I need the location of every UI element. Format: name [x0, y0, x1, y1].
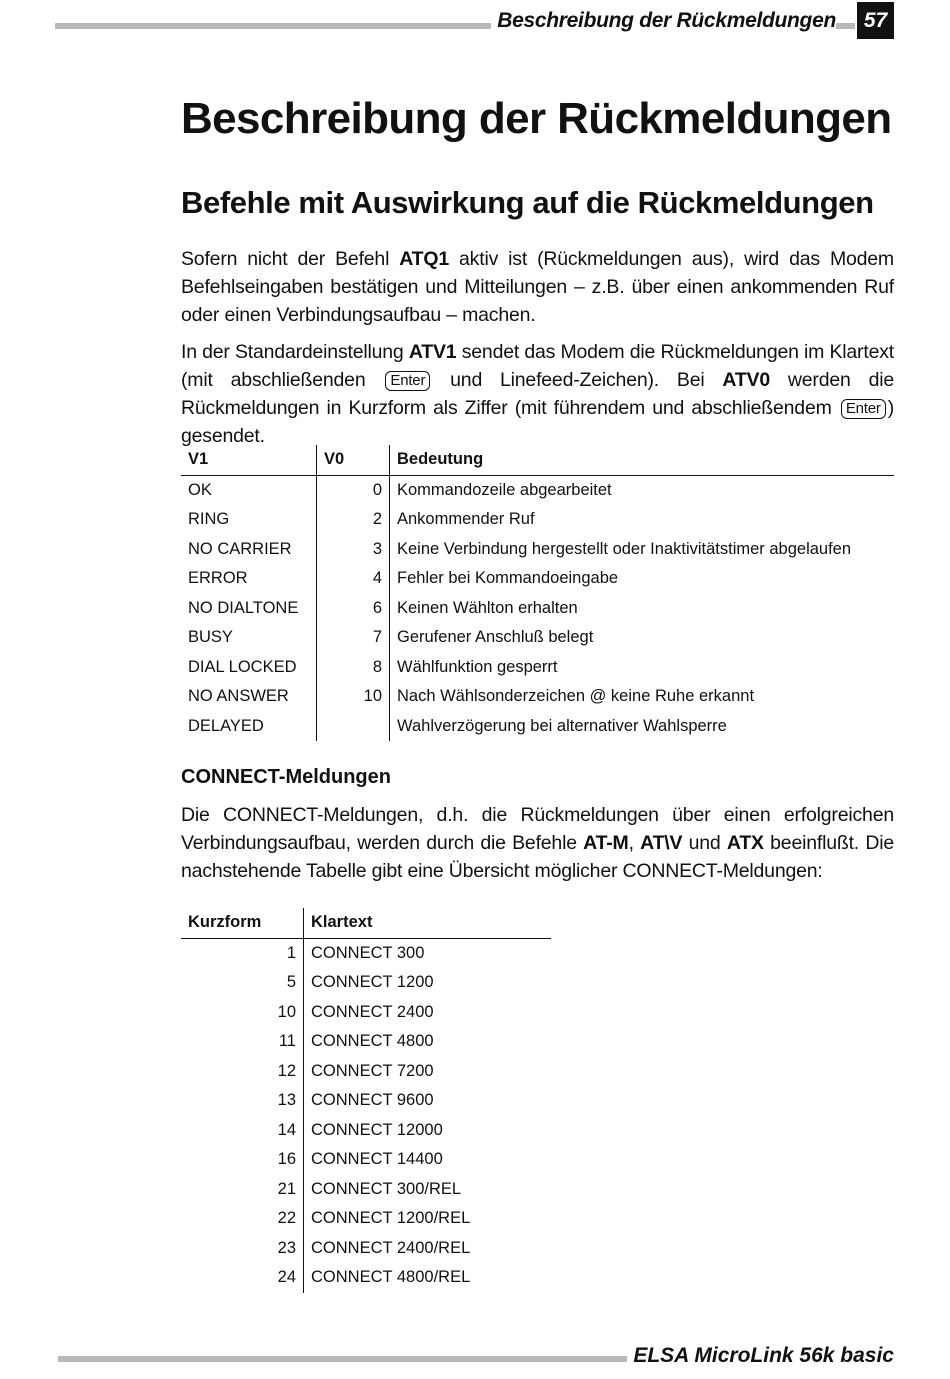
- table-cell: 8: [317, 653, 390, 683]
- table-cell: CONNECT 9600: [304, 1086, 552, 1116]
- table-cell: NO ANSWER: [188, 687, 289, 705]
- paragraph-intro: Sofern nicht der Befehl ATQ1 aktiv ist (Rückmeldungen aus), wird das Modem Befehlseingaben bestätigen und Mitteilungen – z.B. über einen ankommenden Ruf oder einen Verbindungsaufbau – machen.: [181, 248, 894, 326]
- enter-key-icon: Enter: [385, 371, 430, 391]
- table-row: [181, 1204, 551, 1234]
- table-cell: Ankommender Ruf: [390, 505, 895, 535]
- result-codes-table: [181, 445, 894, 741]
- table-cell: CONNECT 12000: [304, 1116, 552, 1146]
- table-cell: CONNECT 2400: [304, 998, 552, 1028]
- table-row: [181, 1145, 551, 1175]
- table-cell: 21: [277, 1179, 296, 1198]
- command-atq1: ATQ1: [399, 248, 449, 270]
- table-row: [181, 475, 894, 505]
- subsection-heading: CONNECT-Meldungen: [181, 766, 391, 788]
- table-cell: 2: [317, 505, 390, 535]
- table-row: [181, 564, 894, 594]
- table-cell: CONNECT 1200/REL: [304, 1204, 552, 1234]
- command-atv0: ATV0: [722, 369, 770, 391]
- table-cell: 10: [317, 682, 390, 712]
- table-cell: 22: [277, 1209, 296, 1227]
- running-header-title: Beschreibung der Rückmeldungen: [491, 8, 836, 34]
- table-cell: NO DIALTONE: [188, 598, 299, 617]
- command-atx: ATX: [726, 832, 764, 854]
- table-row: [181, 1234, 551, 1264]
- table-cell: [317, 712, 390, 742]
- table-cell: 0: [317, 475, 390, 505]
- table-cell: 10: [277, 1002, 296, 1021]
- table-cell: 7: [317, 623, 390, 653]
- table-cell: Keinen Wählton erhalten: [390, 594, 895, 624]
- table-cell: Nach Wählsonderzeichen @ keine Ruhe erkannt: [390, 682, 895, 712]
- table-row: [181, 712, 894, 742]
- table-row: [181, 594, 894, 624]
- column-header: Klartext: [304, 908, 552, 938]
- table-cell: CONNECT 14400: [304, 1145, 552, 1175]
- table-cell: 14: [277, 1120, 296, 1139]
- table-row: [181, 505, 894, 535]
- page-number: 57: [857, 2, 894, 39]
- column-header: V0: [317, 445, 390, 475]
- table-cell: RING: [188, 510, 230, 528]
- table-cell: Fehler bei Kommandoeingabe: [390, 564, 895, 594]
- column-header: Bedeutung: [390, 445, 895, 475]
- table-cell: Gerufener Anschluß belegt: [390, 623, 895, 653]
- paragraph-connect: Die CONNECT-Meldungen, d.h. die Rückmeldungen über einen erfolgreichen Verbindungsaufbau, werden durch die Befehle AT-M, AT\V und ATX beeinflußt. Die nachstehende Tabelle gibt eine Übersicht möglicher CONNECT-Meldungen:: [181, 804, 894, 882]
- table-cell: ERROR: [188, 569, 248, 587]
- table-row: [181, 1263, 551, 1293]
- table-cell: 4: [317, 564, 390, 594]
- table-row: [181, 968, 551, 998]
- table-cell: CONNECT 2400/REL: [304, 1234, 552, 1264]
- enter-key-icon: Enter: [841, 399, 886, 419]
- table-cell: CONNECT 7200: [304, 1057, 552, 1087]
- table-row: [181, 653, 894, 683]
- table-row: [181, 1086, 551, 1116]
- table-cell: 24: [277, 1268, 296, 1286]
- table-cell: NO CARRIER: [188, 539, 292, 558]
- table-cell: Keine Verbindung hergestellt oder Inaktivitätstimer abgelaufen: [390, 535, 895, 565]
- connect-messages-table: [181, 908, 551, 1293]
- table-row: [181, 998, 551, 1028]
- table-cell: CONNECT 300: [304, 938, 552, 968]
- table-row: [181, 535, 894, 565]
- table-cell: 12: [277, 1061, 296, 1080]
- table-cell: BUSY: [188, 628, 233, 646]
- table-header-row: [181, 908, 551, 938]
- footer-product-name: ELSA MicroLink 56k basic: [627, 1343, 894, 1369]
- paragraph-standard-setting: In der Standardeinstellung ATV1 sendet das Modem die Rückmeldungen im Klartext (mit abschließenden Enter und Linefeed-Zeichen). Bei ATV0 werden die Rückmeldungen in Kurzform als Ziffer (mit führendem und abschließendem Enter ) gesendet.: [181, 341, 894, 447]
- command-atv1: ATV1: [408, 341, 457, 363]
- table-cell: Wählfunktion gesperrt: [390, 653, 895, 683]
- table-row: [181, 1116, 551, 1146]
- table-cell: OK: [188, 480, 212, 499]
- column-header: V1: [181, 445, 317, 475]
- table-cell: 1: [286, 943, 296, 962]
- table-row: [181, 623, 894, 653]
- table-cell: CONNECT 300/REL: [304, 1175, 552, 1205]
- table-cell: 23: [277, 1238, 296, 1257]
- table-cell: CONNECT 4800: [304, 1027, 552, 1057]
- table-cell: 3: [317, 535, 390, 565]
- table-cell: Kommandozeile abgearbeitet: [390, 475, 895, 505]
- table-cell: 6: [317, 594, 390, 624]
- section-heading: Befehle mit Auswirkung auf die Rückmeldungen: [181, 185, 874, 220]
- table-cell: Wahlverzögerung bei alternativer Wahlsperre: [390, 712, 895, 742]
- table-cell: 16: [277, 1150, 296, 1168]
- command-at-m: AT-M: [583, 832, 629, 854]
- table-row: [181, 938, 551, 968]
- table-row: [181, 1027, 551, 1057]
- table-cell: DELAYED: [188, 716, 264, 735]
- table-cell: CONNECT 1200: [304, 968, 552, 998]
- command-at-v: AT\V: [640, 832, 683, 854]
- table-cell: 13: [277, 1091, 296, 1109]
- table-cell: DIAL LOCKED: [188, 657, 297, 676]
- table-row: [181, 1057, 551, 1087]
- page-title: Beschreibung der Rückmeldungen: [181, 94, 892, 143]
- table-row: [181, 682, 894, 712]
- table-cell: CONNECT 4800/REL: [304, 1263, 552, 1293]
- table-row: [181, 1175, 551, 1205]
- column-header: Kurzform: [181, 908, 304, 938]
- table-cell: 5: [286, 973, 296, 991]
- table-header-row: [181, 445, 894, 475]
- table-cell: 11: [278, 1032, 296, 1050]
